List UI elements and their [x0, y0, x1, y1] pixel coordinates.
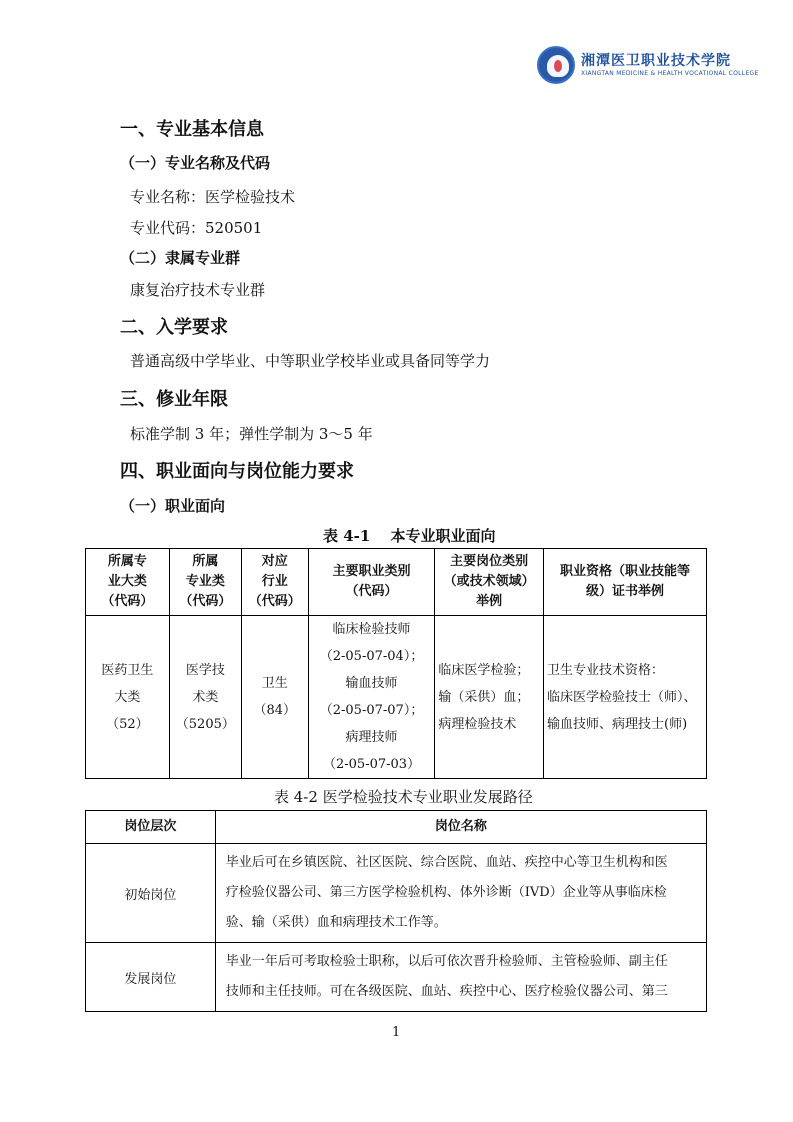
major-group: 康复治疗技术专业群: [130, 281, 266, 299]
table-row: [86, 943, 707, 1012]
cell-industry: 卫生 （84）: [241, 616, 308, 779]
header-discipline-category: 所属专 业大类 （代码）: [86, 549, 170, 616]
cell-discipline-category: 医药卫生 大类 （52）: [86, 616, 170, 779]
cell-position-description: 毕业一年后可考取检验士职称，以后可依次晋升检验师、主管检验师、副主任 技师和主任技师。可在各级医院、血站、疾控中心、医疗检验仪器公司、第三: [215, 943, 706, 1012]
table-1-caption: 表 4-1 本专业职业面向: [323, 527, 496, 545]
header-position-name: 岗位名称: [215, 811, 706, 844]
cell-major-class: 医学技 术类 （5205）: [169, 616, 241, 779]
section-1-title: 一、专业基本信息: [120, 119, 264, 140]
cell-position-description: 毕业后可在乡镇医院、社区医院、综合医院、血站、疾控中心等卫生机构和医 疗检验仪器公司、第三方医学检验机构、体外诊断（IVD）企业等从事临床检 验、输（采供）血和病理技术工作等。: [215, 844, 706, 943]
section-2-title: 二、入学要求: [120, 317, 228, 338]
section-3-title: 三、修业年限: [120, 389, 228, 410]
header-qualification-certificate: 职业资格（职业技能等 级）证书举例: [544, 549, 707, 616]
logo-english-name: XIANGTAN MEDICINE & HEALTH VOCATIONAL COLLEGE: [581, 70, 759, 77]
section-1-subtitle-1: （一）专业名称及代码: [120, 154, 271, 172]
section-1-subtitle-2: （二）隶属专业群: [120, 249, 241, 267]
admission-requirement: 普通高级中学毕业、中等职业学校毕业或具备同等学力: [130, 352, 491, 370]
career-orientation-table: [85, 548, 707, 779]
cell-occupation-category: 临床检验技师 （2-05-07-04）； 输血技师 （2-05-07-07）； 病理技师 （2-05-07-03）: [308, 616, 435, 779]
header-position-level: 岗位层次: [86, 811, 216, 844]
cell-position-level: 初始岗位: [86, 844, 216, 943]
table-row: [86, 616, 707, 779]
table-2-caption: 表 4-2 医学检验技术专业职业发展路径: [274, 788, 533, 806]
section-4-subtitle-1: （一）职业面向: [120, 497, 226, 515]
logo-chinese-name: 湘潭医卫职业技术学院: [581, 53, 731, 69]
cell-position-category: 临床医学检验； 输（采供）血； 病理检验技术: [435, 616, 544, 779]
header-position-category: 主要岗位类别 （或技术领域） 举例: [435, 549, 544, 616]
header-major-class: 所属 专业类 （代码）: [169, 549, 241, 616]
study-duration: 标准学制 3 年；弹性学制为 3～5 年: [130, 425, 373, 443]
major-code: 专业代码：520501: [130, 219, 263, 237]
college-emblem-icon: [537, 46, 575, 84]
header-industry: 对应 行业 （代码）: [241, 549, 308, 616]
cell-position-level: 发展岗位: [86, 943, 216, 1012]
table-2-header-row: [86, 811, 707, 844]
header-occupation-category: 主要职业类别 （代码）: [308, 549, 435, 616]
section-4-title: 四、职业面向与岗位能力要求: [120, 461, 354, 482]
career-path-table: [85, 810, 707, 1012]
table-1-header-row: [86, 549, 707, 616]
table-row: [86, 844, 707, 943]
page-number: 1: [392, 1025, 401, 1040]
major-name: 专业名称：医学检验技术: [130, 188, 296, 206]
college-logo: [537, 46, 757, 86]
cell-qualification-certificate: 卫生专业技术资格： 临床医学检验技士（师）、 输血技师、病理技士(师): [544, 616, 707, 779]
